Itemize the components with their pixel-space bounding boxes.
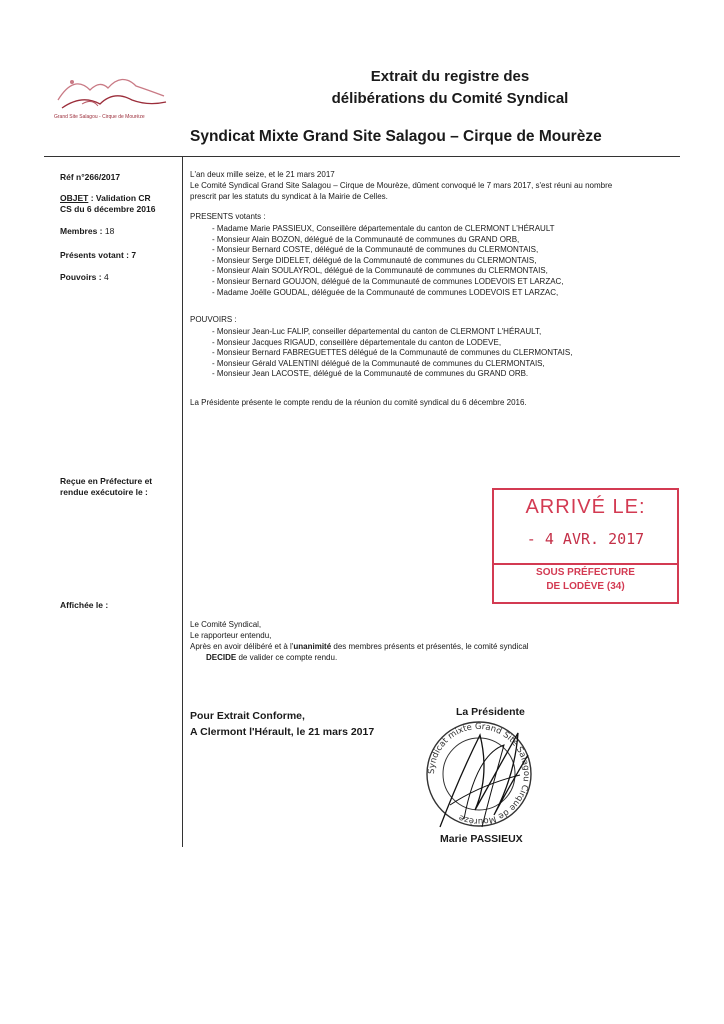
- objet-line2: CS du 6 décembre 2016: [60, 204, 156, 214]
- pouvoirs-label: Pouvoirs :: [60, 272, 104, 282]
- stamp-date: - 4 AVR. 2017: [526, 530, 645, 548]
- list-item: - Monsieur Bernard GOUJON, délégué de la Communauté de communes LODEVOIS ET LARZAC,: [212, 277, 564, 288]
- stamp-upper-box: [494, 490, 677, 565]
- pouvoirs-value: 4: [103, 272, 109, 282]
- list-item: - Monsieur Gérald VALENTINI délégué de la Communauté de communes du CLERMONTAIS,: [212, 359, 572, 370]
- list-item: - Monsieur Bernard COSTE, délégué de la Communauté de communes du CLERMONTAIS,: [212, 245, 564, 256]
- objet-line1: [60, 193, 151, 204]
- seal-text: Syndicat mixte Grand Site Salagou Cirque de Mourèze: [426, 721, 532, 827]
- official-seal-icon: [420, 715, 538, 833]
- closing-block: [190, 708, 374, 740]
- recue-line2: rendue exécutoire le :: [60, 487, 148, 497]
- list-item: - Monsieur Jean LACOSTE, délégué de la Communauté de communes du GRAND ORB.: [212, 369, 572, 380]
- column-divider: [182, 157, 183, 847]
- recue-line1: Reçue en Préfecture et: [60, 476, 153, 486]
- presents-value: 7: [131, 250, 137, 260]
- list-item: - Madame Marie PASSIEUX, Conseillère départementale du canton de CLERMONT L'HÉRAULT: [212, 224, 564, 235]
- logo-caption: Grand Site Salagou - Cirque de Mourèze: [54, 114, 145, 120]
- membres: [60, 226, 114, 237]
- document-title-line2: délibérations du Comité Syndical: [331, 90, 569, 107]
- membres-value: 18: [104, 226, 115, 236]
- objet-label: OBJET: [60, 193, 89, 203]
- pouvoirs-list: [212, 327, 572, 380]
- decision-line3: [190, 642, 529, 653]
- organization-name: Syndicat Mixte Grand Site Salagou – Cirque de Mourèze: [190, 128, 602, 145]
- presents-heading: PRESENTS votants :: [190, 212, 266, 221]
- decide-rest: de valider ce compte rendu.: [236, 653, 338, 662]
- decide-line: [206, 653, 337, 664]
- decision-text-c: des membres présents et présentés, le comité syndical: [331, 642, 529, 651]
- stamp-line2: DE LODÈVE (34): [546, 581, 625, 592]
- presentation-text: La Présidente présente le compte rendu de la réunion du comité syndical du 6 décembre 2016.: [190, 398, 527, 407]
- decision-text-a: Après en avoir délibéré et à l': [190, 642, 294, 651]
- closing-line1: Pour Extrait Conforme,: [190, 710, 305, 722]
- stamp-title: ARRIVÉ LE:: [525, 496, 646, 518]
- signatory-name: Marie PASSIEUX: [440, 833, 523, 845]
- presents-votant: [60, 250, 136, 261]
- document-title-line1: Extrait du registre des: [370, 68, 530, 85]
- intro-line1: L'an deux mille seize, et le 21 mars 2017: [190, 170, 335, 179]
- list-item: - Monsieur Alain BOZON, délégué de la Communauté de communes du GRAND ORB,: [212, 235, 564, 246]
- presents-list: [212, 224, 564, 298]
- stamp-line1: SOUS PRÉFECTURE: [536, 567, 635, 578]
- list-item: - Madame Joëlle GOUDAL, déléguée de la Communauté de communes LODEVOIS ET LARZAC,: [212, 288, 564, 299]
- intro-line3: prescrit par les statuts du syndicat à la Mairie de Celles.: [190, 192, 388, 201]
- objet-text: : Validation CR: [88, 193, 151, 203]
- presents-label: Présents votant :: [60, 250, 132, 260]
- list-item: - Monsieur Jean-Luc FALIP, conseiller départemental du canton de CLERMONT L'HÉRAULT,: [212, 327, 572, 338]
- president-title: La Présidente: [456, 706, 525, 718]
- membres-label: Membres :: [60, 226, 105, 236]
- header-divider-right: [182, 156, 680, 157]
- reference-number: Réf n°266/2017: [60, 172, 121, 182]
- list-item: - Monsieur Jacques RIGAUD, conseillère départementale du canton de LODEVE,: [212, 338, 572, 349]
- pouvoirs-heading: POUVOIRS :: [190, 315, 237, 324]
- stamp-prefecture: [494, 566, 677, 594]
- list-item: - Monsieur Serge DIDELET, délégué de la Communauté de communes du CLERMONTAIS,: [212, 256, 564, 267]
- unanimity: unanimité: [293, 642, 332, 651]
- decision-line1: Le Comité Syndical,: [190, 620, 262, 629]
- intro-line2: Le Comité Syndical Grand Site Salagou – Cirque de Mourèze, dûment convoqué le 7 mars 2017, s'est réuni au nombre: [190, 181, 613, 190]
- list-item: - Monsieur Alain SOULAYROL, délégué de la Communauté de communes du CLERMONTAIS,: [212, 266, 564, 277]
- header-divider-left: [44, 156, 182, 157]
- list-item: - Monsieur Bernard FABREGUETTES délégué de la Communauté de communes du CLERMONTAIS,: [212, 348, 572, 359]
- closing-line2: A Clermont l'Hérault, le 21 mars 2017: [190, 726, 375, 738]
- decide-keyword: DECIDE: [206, 653, 237, 662]
- pouvoirs: [60, 272, 109, 283]
- arrival-stamp: [492, 488, 679, 604]
- decision-line2: Le rapporteur entendu,: [190, 631, 272, 640]
- affichee-label: Affichée le :: [60, 600, 109, 610]
